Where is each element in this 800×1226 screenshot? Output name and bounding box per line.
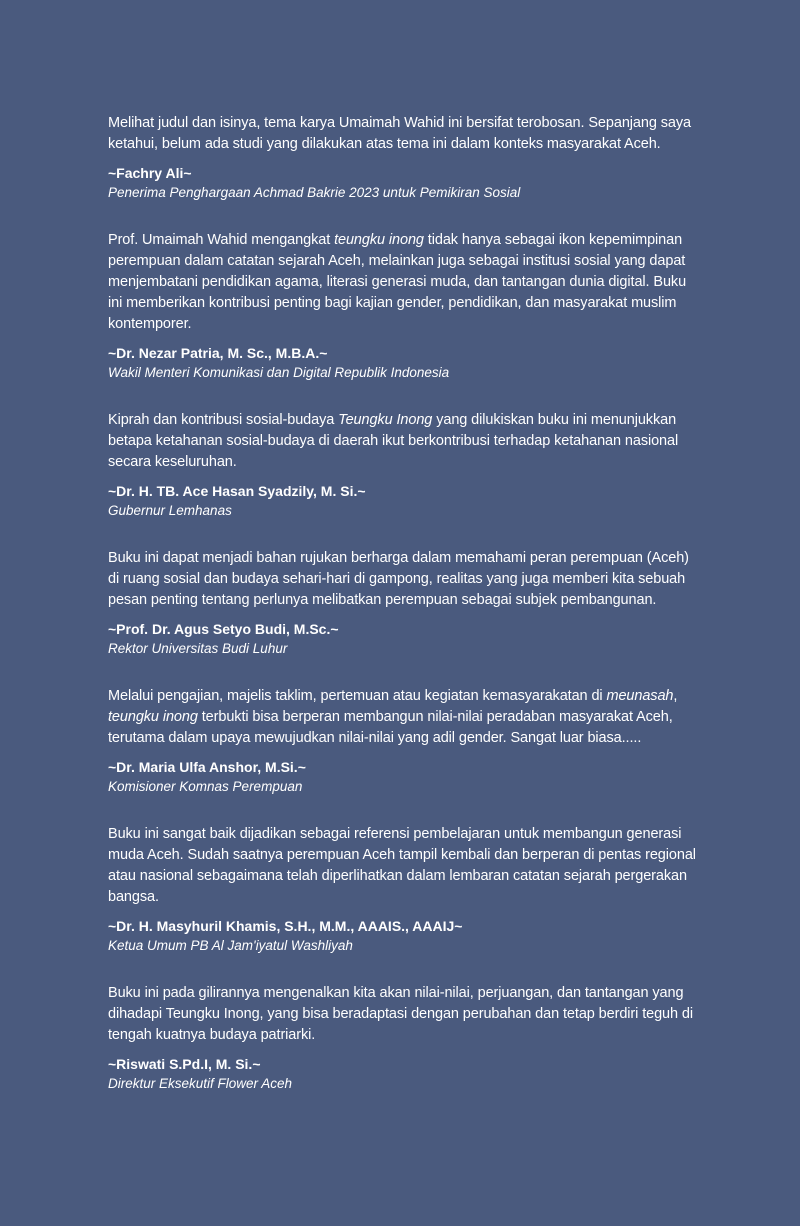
endorsement-quote: Melihat judul dan isinya, tema karya Umaimah Wahid ini bersifat terobosan. Sepanjang saya ketahui, belum ada studi yang dilakukan atas tema ini dalam konteks masyarakat Aceh. <box>108 115 691 152</box>
endorser-role: Komisioner Komnas Perempuan <box>108 779 303 794</box>
endorser-name: ~Fachry Ali~ <box>108 165 192 181</box>
endorsement-quote: Prof. Umaimah Wahid mengangkat teungku inong tidak hanya sebagai ikon kepemimpinan perempuan dalam catatan sejarah Aceh, melainkan juga sebagai institusi sosial yang dapat menjembatani pendidikan agama, literasi generasi muda, dan tantangan dunia digital. Buku ini memberikan kontribusi penting bagi kajian gender, pendidikan, dan masyarakat muslim kontemporer. <box>108 232 687 332</box>
endorsement-quote: Kiprah dan kontribusi sosial-budaya Teungku Inong yang dilukiskan buku ini menunjukkan betapa ketahanan sosial-budaya di daerah ikut berkontribusi terhadap ketahanan nasional secara keseluruhan. <box>108 412 679 470</box>
endorsement <box>108 983 700 1094</box>
endorser-name: ~Dr. Maria Ulfa Anshor, M.Si.~ <box>108 759 306 775</box>
endorser-role: Penerima Penghargaan Achmad Bakrie 2023 untuk Pemikiran Sosial <box>108 185 521 200</box>
endorsement-quote: Buku ini pada gilirannya mengenalkan kita akan nilai-nilai, perjuangan, dan tantangan yang dihadapi Teungku Inong, yang bisa beradaptasi dengan perubahan dan tetap berdiri teguh di tengah kuatnya budaya patriarki. <box>108 985 693 1043</box>
endorsement <box>108 410 700 521</box>
endorsement <box>108 824 700 956</box>
endorser-role: Wakil Menteri Komunikasi dan Digital Republik Indonesia <box>108 365 450 380</box>
endorser-name: ~Dr. H. Masyhuril Khamis, S.H., M.M., AAAIS., AAAIJ~ <box>108 918 463 934</box>
endorsement-quote: Buku ini dapat menjadi bahan rujukan berharga dalam memahami peran perempuan (Aceh) di ruang sosial dan budaya sehari-hari di gampong, realitas yang juga memberi kita sebuah pesan penting tentang perlunya melibatkan perempuan sebagai subjek pembangunan. <box>108 550 689 608</box>
endorser-role: Rektor Universitas Budi Luhur <box>108 641 288 656</box>
endorser-name: ~Prof. Dr. Agus Setyo Budi, M.Sc.~ <box>108 621 339 637</box>
endorsement <box>108 548 700 659</box>
endorser-name: ~Dr. H. TB. Ace Hasan Syadzily, M. Si.~ <box>108 483 366 499</box>
endorser-role: Ketua Umum PB Al Jam'iyatul Washliyah <box>108 938 353 953</box>
endorsement <box>108 230 700 383</box>
endorsement <box>108 113 700 203</box>
endorsement <box>108 686 700 797</box>
endorsement-quote: Buku ini sangat baik dijadikan sebagai referensi pembelajaran untuk membangun generasi muda Aceh. Sudah saatnya perempuan Aceh tampil kembali dan berperan di pentas regional atau nasional sebagaimana telah diperlihatkan dalam lembaran catatan sejarah pergerakan bangsa. <box>108 826 696 905</box>
endorser-role: Gubernur Lemhanas <box>108 503 232 518</box>
endorsement-quote: Melalui pengajian, majelis taklim, pertemuan atau kegiatan kemasyarakatan di meunasah, teungku inong terbukti bisa berperan membangun nilai-nilai peradaban masyarakat Aceh, terutama dalam upaya mewujudkan nilai-nilai yang adil gender. Sangat luar biasa..... <box>108 688 678 746</box>
endorser-name: ~Riswati S.Pd.I, M. Si.~ <box>108 1056 261 1072</box>
endorser-role: Direktur Eksekutif Flower Aceh <box>108 1076 293 1091</box>
endorser-name: ~Dr. Nezar Patria, M. Sc., M.B.A.~ <box>108 345 328 361</box>
